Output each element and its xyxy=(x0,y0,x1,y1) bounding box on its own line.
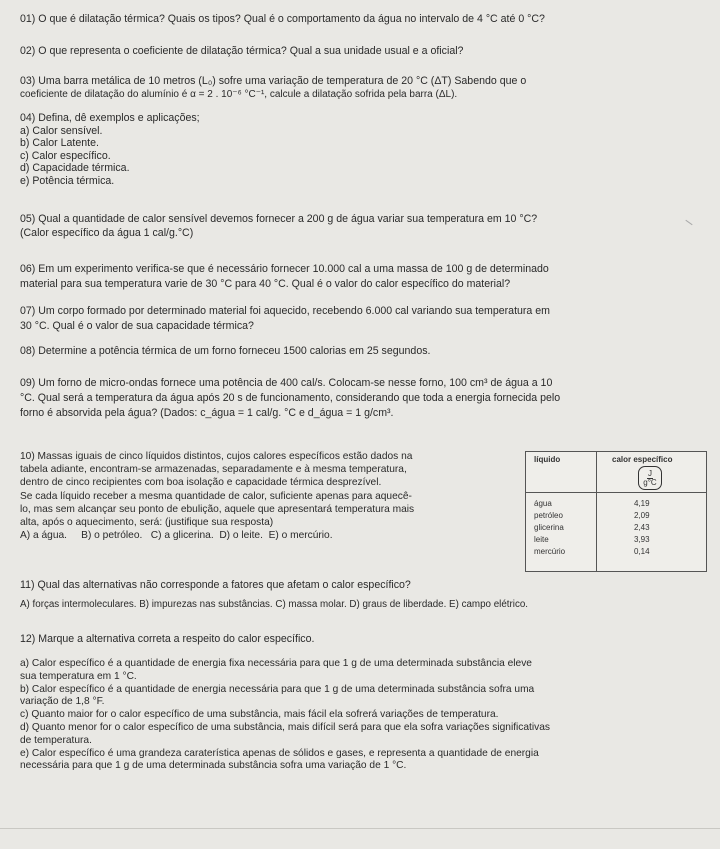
table-header-specific-heat: calor específico xyxy=(612,455,673,464)
question-12 xyxy=(20,632,710,646)
question-6-line-1: 06) Em um experimento verifica-se que é necessário fornecer 10.000 cal a uma massa de 100 g de determinado xyxy=(20,263,549,275)
question-10-options: A) a água. B) o petróleo. C) a glicerina. D) o leite. E) o mercúrio. xyxy=(20,530,333,542)
question-10 xyxy=(20,450,520,542)
question-12-line-7: de temperatura. xyxy=(20,734,92,746)
question-2 xyxy=(20,44,710,58)
liquid-name: glicerina xyxy=(534,523,564,532)
question-12-alternatives xyxy=(20,658,710,773)
question-12-line-3: b) Calor específico é a quantidade de energia necessária para que 1 g de uma determinada substância sofra uma xyxy=(20,683,535,695)
liquid-value: 2,09 xyxy=(634,511,650,520)
question-12-line-8: e) Calor específico é uma grandeza caraterística apenas de sólidos e gases, e representa a quantidade de energia xyxy=(20,747,539,759)
question-12-line-6: d) Quanto menor for o calor específico de uma substância, mais difícil será para que ela sofra variações significativas xyxy=(20,721,551,733)
liquid-value: 2,43 xyxy=(634,523,650,532)
question-1 xyxy=(20,12,710,26)
question-4 xyxy=(20,112,710,187)
question-10-line-4: Se cada líquido receber a mesma quantidade de calor, suficiente apenas para aquecê- xyxy=(20,490,412,502)
liquid-value: 3,93 xyxy=(634,535,650,544)
unit-numerator: J xyxy=(648,468,652,478)
liquid-value: 4,19 xyxy=(634,499,650,508)
question-10-line-2: tabela adiante, encontram-se armazenadas, separadamente e à mesma temperatura, xyxy=(20,464,407,476)
table-row xyxy=(526,535,706,546)
question-10-line-3: dentro de cinco recipientes com boa isolação e capacidade térmica desprezível. xyxy=(20,477,382,489)
question-11-options: A) forças intermoleculares. B) impurezas nas substâncias. C) massa molar. D) graus de liberdade. E) campo elétrico. xyxy=(20,599,529,610)
liquid-value: 0,14 xyxy=(634,547,650,556)
table-row xyxy=(526,547,706,558)
liquid-name: petróleo xyxy=(534,511,563,520)
question-12-line-5: c) Quanto maior for o calor específico de uma substância, mais fácil ela sofrerá variações de temperatura. xyxy=(20,709,499,721)
question-3 xyxy=(20,74,710,102)
question-5 xyxy=(20,212,710,240)
question-4-item-d: d) Capacidade térmica. xyxy=(20,162,130,174)
table-unit xyxy=(638,466,662,490)
question-12-title: 12) Marque a alternativa correta a respeito do calor específico. xyxy=(20,633,315,645)
question-5-line-2: (Calor específico da água 1 cal/g.°C) xyxy=(20,227,194,239)
question-4-title: 04) Defina, dê exemplos e aplicações; xyxy=(20,112,200,124)
question-5-line-1: 05) Qual a quantidade de calor sensível devemos fornecer a 200 g de água variar sua temperatura em 10 °C? xyxy=(20,213,538,225)
question-12-line-4: variação de 1,8 °F. xyxy=(20,696,105,708)
liquid-name: água xyxy=(534,499,552,508)
question-4-item-b: b) Calor Latente. xyxy=(20,137,99,149)
question-9-line-2: °C. Qual será a temperatura da água após 20 s de funcionamento, considerando que toda a energia fornecida pelo xyxy=(20,392,561,404)
question-6-line-2: material para sua temperatura varie de 30 °C para 40 °C. Qual é o valor do calor específico do material? xyxy=(20,278,511,290)
question-4-item-e: e) Potência térmica. xyxy=(20,174,115,187)
unit-denominator: g°C xyxy=(643,477,657,487)
question-2-text: 02) O que representa o coeficiente de dilatação térmica? Qual a sua unidade usual e a oficial? xyxy=(20,45,464,57)
page-edge-divider xyxy=(0,828,720,829)
question-6 xyxy=(20,262,710,292)
question-10-line-6: alta, após o aquecimento, será: (justifique sua resposta) xyxy=(20,517,274,529)
question-4-item-a: a) Calor sensível. xyxy=(20,124,103,137)
question-3-line-1: 03) Uma barra metálica de 10 metros (L₀) sofre uma variação de temperatura de 20 °C (ΔT) Sabendo que o xyxy=(20,75,527,87)
specific-heat-table xyxy=(525,451,707,572)
question-4-item-c: c) Calor específico. xyxy=(20,149,111,162)
question-7-line-1: 07) Um corpo formado por determinado material foi aquecido, recebendo 6.000 cal variando sua temperatura em xyxy=(20,305,550,317)
question-9 xyxy=(20,376,710,421)
question-1-text: 01) O que é dilatação térmica? Quais os tipos? Qual é o comportamento da água no intervalo de 4 °C até 0 °C? xyxy=(20,13,545,25)
question-10-line-5: lo, mas sem alcançar seu ponto de ebulição, aquele que apresentará temperatura mais xyxy=(20,503,415,515)
question-7-line-2: 30 °C. Qual é o valor de sua capacidade térmica? xyxy=(20,320,254,332)
question-8-text: 08) Determine a potência térmica de um forno forneceu 1500 calorias em 25 segundos. xyxy=(20,345,431,357)
question-3-line-2: coeficiente de dilatação do alumínio é α = 2 . 10⁻⁶ °C⁻¹, calcule a dilatação sofrida pela barra (ΔL). xyxy=(20,89,458,100)
question-9-line-1: 09) Um forno de micro-ondas fornece uma potência de 400 cal/s. Colocam-se nesse forno, 100 cm³ de água a 10 xyxy=(20,377,553,389)
question-8 xyxy=(20,344,710,358)
liquid-name: leite xyxy=(534,535,549,544)
question-12-line-9: necessária para que 1 g de uma determinada substância sofra uma variação de 1 °C. xyxy=(20,760,407,772)
question-7 xyxy=(20,304,710,334)
question-10-line-1: 10) Massas iguais de cinco líquidos distintos, cujos calores específicos estão dados na xyxy=(20,451,413,462)
question-12-line-1: a) Calor específico é a quantidade de energia fixa necessária para que 1 g de uma determinada substância eleve xyxy=(20,658,532,669)
table-row xyxy=(526,499,706,510)
question-9-line-3: forno é absorvida pela água? (Dados: c_água = 1 cal/g. °C e d_água = 1 g/cm³. xyxy=(20,407,394,419)
question-11-title: 11) Qual das alternativas não corresponde a fatores que afetam o calor específico? xyxy=(20,579,411,591)
table-row xyxy=(526,523,706,534)
question-11 xyxy=(20,578,710,612)
table-row xyxy=(526,511,706,522)
question-12-line-2: sua temperatura em 1 °C. xyxy=(20,670,137,682)
table-header-liquid: líquido xyxy=(534,455,561,464)
liquid-name: mercúrio xyxy=(534,547,566,556)
